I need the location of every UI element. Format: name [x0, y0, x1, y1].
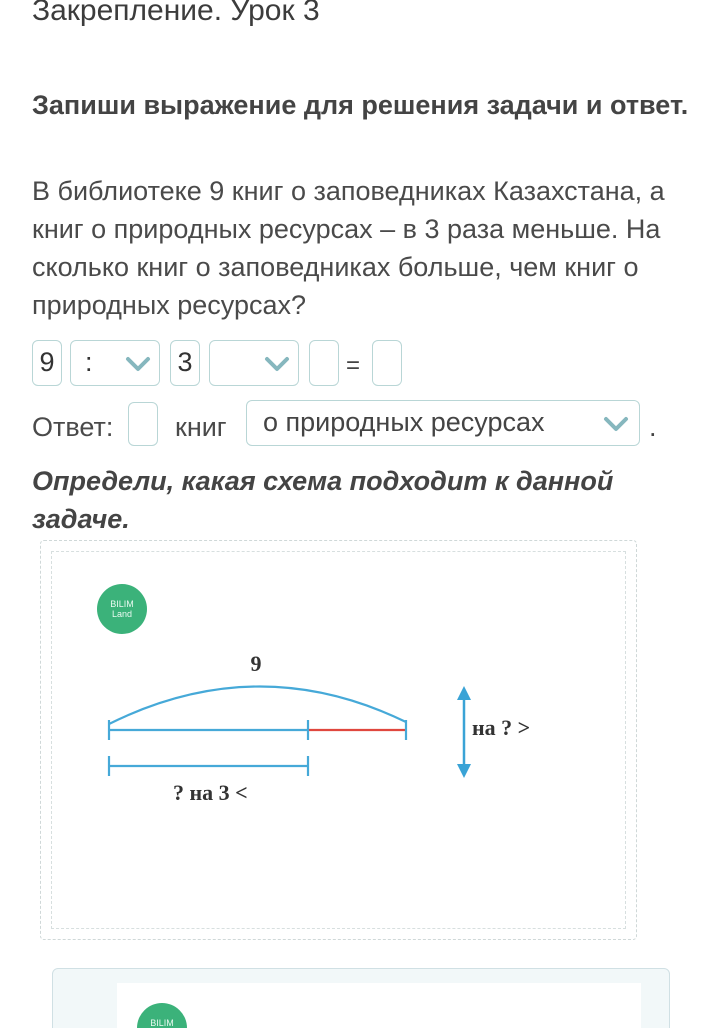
- answer-input[interactable]: [128, 402, 158, 446]
- result-field[interactable]: [372, 340, 402, 386]
- chevron-down-icon: [125, 349, 151, 377]
- arrow-down-icon: [457, 764, 471, 778]
- answer-select-value: о природных ресурсах: [263, 407, 545, 437]
- bilimland-logo: BILIM Land: [97, 584, 147, 634]
- task-heading: Запиши выражение для решения задачи и ответ.: [32, 90, 689, 120]
- scheme-diagram: [117, 983, 641, 1028]
- scheme-option-1[interactable]: [40, 540, 637, 940]
- answer-category-select[interactable]: [246, 400, 640, 446]
- operator-value: :: [85, 347, 93, 377]
- expression-row: [32, 340, 432, 386]
- bilimland-logo: BILIM: [137, 1003, 187, 1028]
- first-number-field[interactable]: 9: [32, 340, 62, 386]
- answer-period: .: [649, 412, 657, 442]
- answer-unit: книг: [175, 412, 227, 442]
- scheme-svg: [78, 562, 602, 912]
- arrow-up-icon: [457, 686, 471, 700]
- scheme-option-2[interactable]: [52, 968, 670, 1028]
- whole-arc: [109, 686, 406, 724]
- lesson-title: Закрепление. Урок 3: [32, 0, 320, 27]
- chevron-down-icon: [603, 409, 629, 437]
- scheme-option-frame: [51, 551, 626, 929]
- side-label: на ? >: [472, 715, 531, 740]
- task-text: В библиотеке 9 книг о заповедниках Казахстана, а книг о природных ресурсах – в 3 раза меньше. На сколько книг о заповедниках больше, чем книг о природных ресурсах?: [32, 176, 665, 320]
- operator-select-2[interactable]: [209, 340, 299, 386]
- answer-row: [32, 400, 682, 448]
- chevron-down-icon: [264, 349, 290, 377]
- top-label: 9: [250, 651, 262, 676]
- scheme-heading: Определи, какая схема подходит к данной задаче.: [32, 466, 614, 534]
- second-number-field[interactable]: 3: [170, 340, 200, 386]
- scheme-diagram: [78, 562, 602, 912]
- third-number-field[interactable]: [309, 340, 339, 386]
- answer-label: Ответ:: [32, 412, 114, 442]
- bottom-label: ? на 3 <: [173, 780, 248, 805]
- operator-select-1[interactable]: [70, 340, 160, 386]
- equals-sign: =: [346, 352, 361, 379]
